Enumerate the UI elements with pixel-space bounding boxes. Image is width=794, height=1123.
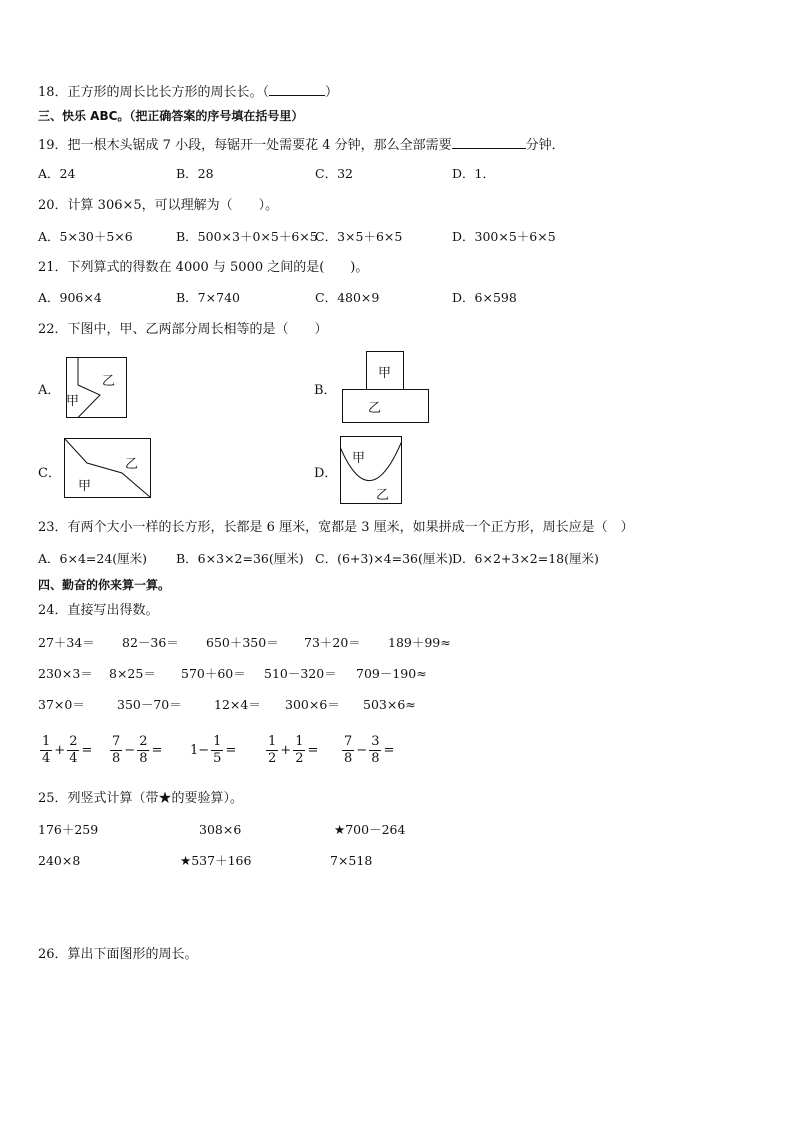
figure-a [66,357,130,421]
calc-item: 503×6≈ [363,697,416,712]
fraction: $\frac{3}{8}$ [371,734,380,766]
calc-item: ★537＋166 [180,853,252,868]
question-19-tail: 分钟． [525,138,565,153]
fraction: $\frac{2}{4}$ [69,734,78,766]
option-b-label: B． [314,383,337,398]
question-24-text: 24．直接写出得数。 [38,603,159,618]
question-19 [38,135,565,155]
option-b: B．500×3＋0×5＋6×5 [176,229,318,244]
question-25-text: 25．列竖式计算（带★的要验算）。 [38,791,244,806]
calc-item: ★700－264 [334,822,406,837]
question-18-text: 18．正方形的周长比长方形的周长长。（ [38,85,270,100]
figure-b [341,351,431,425]
fraction-item: 1 2 + $\frac{1}{2}$ = [268,734,319,766]
calc-item: 308×6 [199,822,242,837]
calc-item: 82－36＝ [122,635,179,650]
calc-item: 8×25＝ [109,666,156,681]
option-c: C．3×5＋6×5 [315,229,403,244]
option-a: A．906×4 [38,290,102,305]
section-4-heading: 四、勤奋的你来算一算。 [38,578,171,592]
fraction: 7 8 [344,734,353,766]
calc-item: 300×6＝ [285,697,340,712]
fraction: 1 2 [268,734,277,766]
fraction-item: 1− $\frac{1}{5}$ = [190,734,237,766]
calc-item: 176＋259 [38,822,99,837]
fraction-item: 7 8 − $\frac{2}{8}$ = [112,734,163,766]
calc-item: 350－70＝ [117,697,182,712]
fraction: 7 8 [112,734,121,766]
option-c: C．32 [315,166,353,181]
label-jia: 甲 [78,479,92,494]
label-yi: 乙 [102,374,116,389]
option-b: B．7×740 [176,290,240,305]
label-yi: 乙 [368,401,382,416]
figure-c [64,438,152,500]
option-d: D．1． [452,166,495,181]
calc-item: 650＋350＝ [206,635,279,650]
answer-blank[interactable] [269,82,325,96]
calc-item: 189＋99≈ [388,635,451,650]
option-b: B．6×3×2=36(厘米) [176,551,304,566]
option-a: A．24 [38,166,76,181]
calc-item: 240×8 [38,853,81,868]
option-c-label: C． [38,466,61,481]
calc-item: 709－190≈ [356,666,427,681]
question-18-tail: ） [325,85,339,100]
fraction: 1 4 [42,734,51,766]
calc-item: 570＋60＝ [181,666,246,681]
fraction: $\frac{2}{8}$ [139,734,148,766]
calc-item: 510－320＝ [264,666,337,681]
answer-blank[interactable] [452,135,526,149]
option-c: C．480×9 [315,290,380,305]
fraction: $\frac{1}{5}$ [213,734,222,766]
question-19-text: 19．把一根木头锯成 7 小段，每锯开一处需要花 4 分钟，那么全部需要 [38,138,452,153]
option-a: A．6×4=24(厘米) [38,551,148,566]
option-a-label: A． [38,383,61,398]
figure-d [340,436,404,506]
question-21-text: 21．下列算式的得数在 4000 与 5000 之间的是( )。 [38,260,369,275]
question-26-text: 26．算出下面图形的周长。 [38,947,198,962]
calc-item: 27＋34＝ [38,635,95,650]
calc-item: 7×518 [330,853,373,868]
label-yi: 乙 [376,488,390,503]
option-d: D．300×5＋6×5 [452,229,556,244]
label-jia: 甲 [66,394,80,409]
option-d: D．6×2+3×2=18(厘米) [452,551,599,566]
calc-item: 230×3＝ [38,666,93,681]
option-b: B．28 [176,166,214,181]
option-d-label: D． [314,466,338,481]
label-yi: 乙 [125,457,139,472]
question-23-text: 23．有两个大小一样的长方形，长都是 6 厘米，宽都是 3 厘米，如果拼成一个正方形，周长应是（ ） [38,520,634,535]
calc-item: 73＋20＝ [304,635,361,650]
option-c: C．(6+3)×4=36(厘米) [315,551,453,566]
label-jia: 甲 [378,366,392,381]
section-3-heading: 三、快乐 ABC。（把正确答案的序号填在括号里） [38,109,304,123]
option-d: D．6×598 [452,290,517,305]
calc-item: 12×4＝ [214,697,261,712]
fraction-item: 1 4 + $\frac{2}{4}$ = [42,734,93,766]
question-20-text: 20．计算 306×5，可以理解为（ ）。 [38,198,279,213]
fraction-item: 7 8 − $\frac{3}{8}$ = [344,734,395,766]
question-22-text: 22．下图中，甲、乙两部分周长相等的是（ ） [38,322,328,337]
calc-item: 37×0＝ [38,697,85,712]
option-a: A．5×30＋5×6 [38,229,133,244]
question-18 [38,82,338,102]
label-jia: 甲 [352,451,366,466]
fraction: $\frac{1}{2}$ [295,734,304,766]
